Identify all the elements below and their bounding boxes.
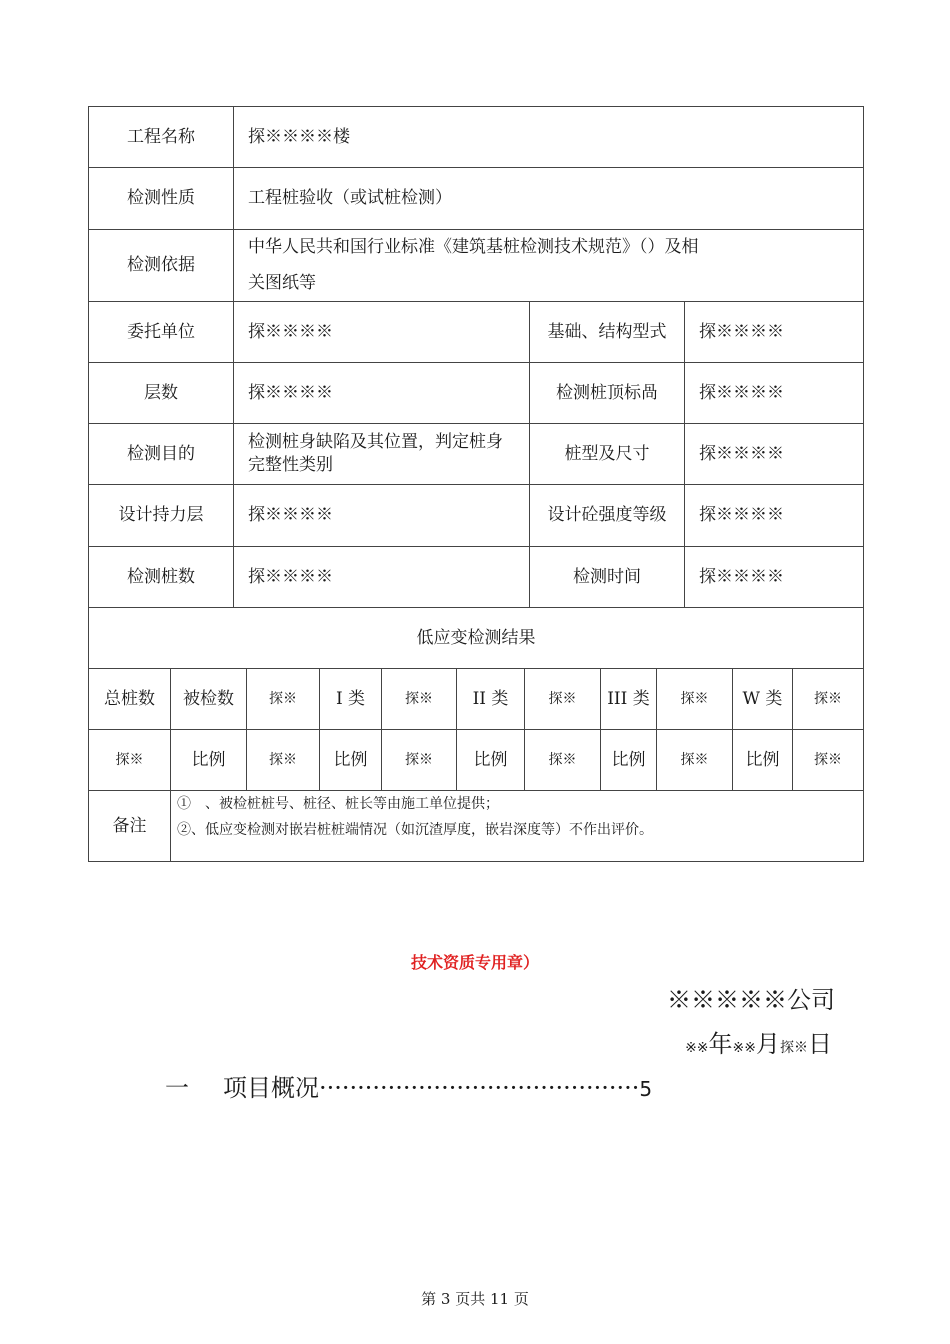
signing-date	[685, 1024, 832, 1059]
label-project-name: 工程名称	[89, 107, 234, 168]
value-test-purpose: 检测桩身缺陷及其位置，判定桩身完整性类别	[234, 424, 530, 485]
result-value-cell: 比例	[171, 730, 247, 791]
value-floors: 探※※※※	[234, 363, 530, 424]
label-client: 委托单位	[89, 302, 234, 363]
result-header-cell: 探※	[247, 669, 320, 730]
label-floors: 层数	[89, 363, 234, 424]
result-value-cell: 比例	[733, 730, 793, 791]
toc-page-number: 5	[639, 1077, 653, 1101]
result-header-cell: II 类	[457, 669, 525, 730]
date-month-unit: 月	[756, 1030, 780, 1058]
label-pile-count: 检测桩数	[89, 547, 234, 608]
result-header-cell: 探※	[525, 669, 601, 730]
result-value-cell: 探※	[89, 730, 171, 791]
label-test-nature: 检测性质	[89, 168, 234, 230]
result-header-cell: 探※	[793, 669, 863, 730]
remarks-content	[171, 791, 863, 861]
result-header-cell: 探※	[657, 669, 733, 730]
toc-entry[interactable]	[165, 1068, 652, 1103]
value-client: 探※※※※	[234, 302, 530, 363]
result-value-cell: 探※	[382, 730, 457, 791]
result-header-cell: W 类	[733, 669, 793, 730]
result-header-cell: 被检数	[171, 669, 247, 730]
result-value-cell: 探※	[657, 730, 733, 791]
label-concrete-grade: 设计砼强度等级	[530, 485, 685, 547]
label-test-basis: 检测依据	[89, 230, 234, 302]
test-basis-line-1: 中华人民共和国行业标准《建筑基桩检测技术规范》（）及相	[248, 236, 699, 257]
label-pile-type-size: 桩型及尺寸	[530, 424, 685, 485]
value-pile-count: 探※※※※	[234, 547, 530, 608]
date-day-value: 探※	[780, 1040, 808, 1056]
result-value-cell: 探※	[793, 730, 863, 791]
date-year-unit: 年	[708, 1030, 733, 1058]
value-foundation-type: 探※※※※	[685, 302, 863, 363]
remark-line-1: ① 、被检桩桩号、桩径、桩长等由施工单位提供；	[177, 796, 499, 812]
value-concrete-grade: 探※※※※	[685, 485, 863, 547]
report-table	[88, 106, 864, 862]
toc-number: 一	[165, 1074, 189, 1102]
label-pile-top-elevation: 检测桩顶标咼	[530, 363, 685, 424]
toc-leader: ··········································	[319, 1074, 640, 1102]
value-project-name: 探※※※※楼	[234, 107, 863, 168]
result-header-cell: 探※	[382, 669, 457, 730]
value-pile-top-elevation: 探※※※※	[685, 363, 863, 424]
date-month-value: ※※	[732, 1040, 756, 1056]
label-test-time: 检测时间	[530, 547, 685, 608]
result-value-cell: 比例	[601, 730, 657, 791]
value-test-nature: 工程桩验收（或试桩检测）	[234, 168, 863, 230]
result-value-cell: 探※	[525, 730, 601, 791]
value-pile-type-size: 探※※※※	[685, 424, 863, 485]
company-name: ※※※※※公司	[667, 986, 835, 1014]
page-footer: 第 3 页共 11 页	[421, 1290, 529, 1308]
result-value-cell: 比例	[457, 730, 525, 791]
value-bearing-layer: 探※※※※	[234, 485, 530, 547]
toc-title: 项目概况	[223, 1074, 319, 1102]
result-value-cell: 比例	[320, 730, 382, 791]
result-value-cell: 探※	[247, 730, 320, 791]
seal-label: 技术资质专用章）	[410, 953, 539, 972]
label-foundation-type: 基础、结构型式	[530, 302, 685, 363]
remark-line-2: ②、低应变检测对嵌岩桩桩端情况（如沉渣厚度，嵌岩深度等）不作出评价。	[177, 822, 653, 838]
test-basis-line-2: 关图纸等	[248, 272, 316, 293]
result-header-cell: 总桩数	[89, 669, 171, 730]
value-test-time: 探※※※※	[685, 547, 863, 608]
label-test-purpose: 检测目的	[89, 424, 234, 485]
result-header-cell: I 类	[320, 669, 382, 730]
label-remarks: 备注	[89, 791, 171, 861]
result-header-cell: III 类	[601, 669, 657, 730]
date-day-unit: 日	[808, 1030, 832, 1058]
label-bearing-layer: 设计持力层	[89, 485, 234, 547]
result-title: 低应变检测结果	[89, 608, 863, 669]
date-year-value: ※※	[685, 1040, 709, 1056]
value-test-basis	[234, 230, 863, 302]
